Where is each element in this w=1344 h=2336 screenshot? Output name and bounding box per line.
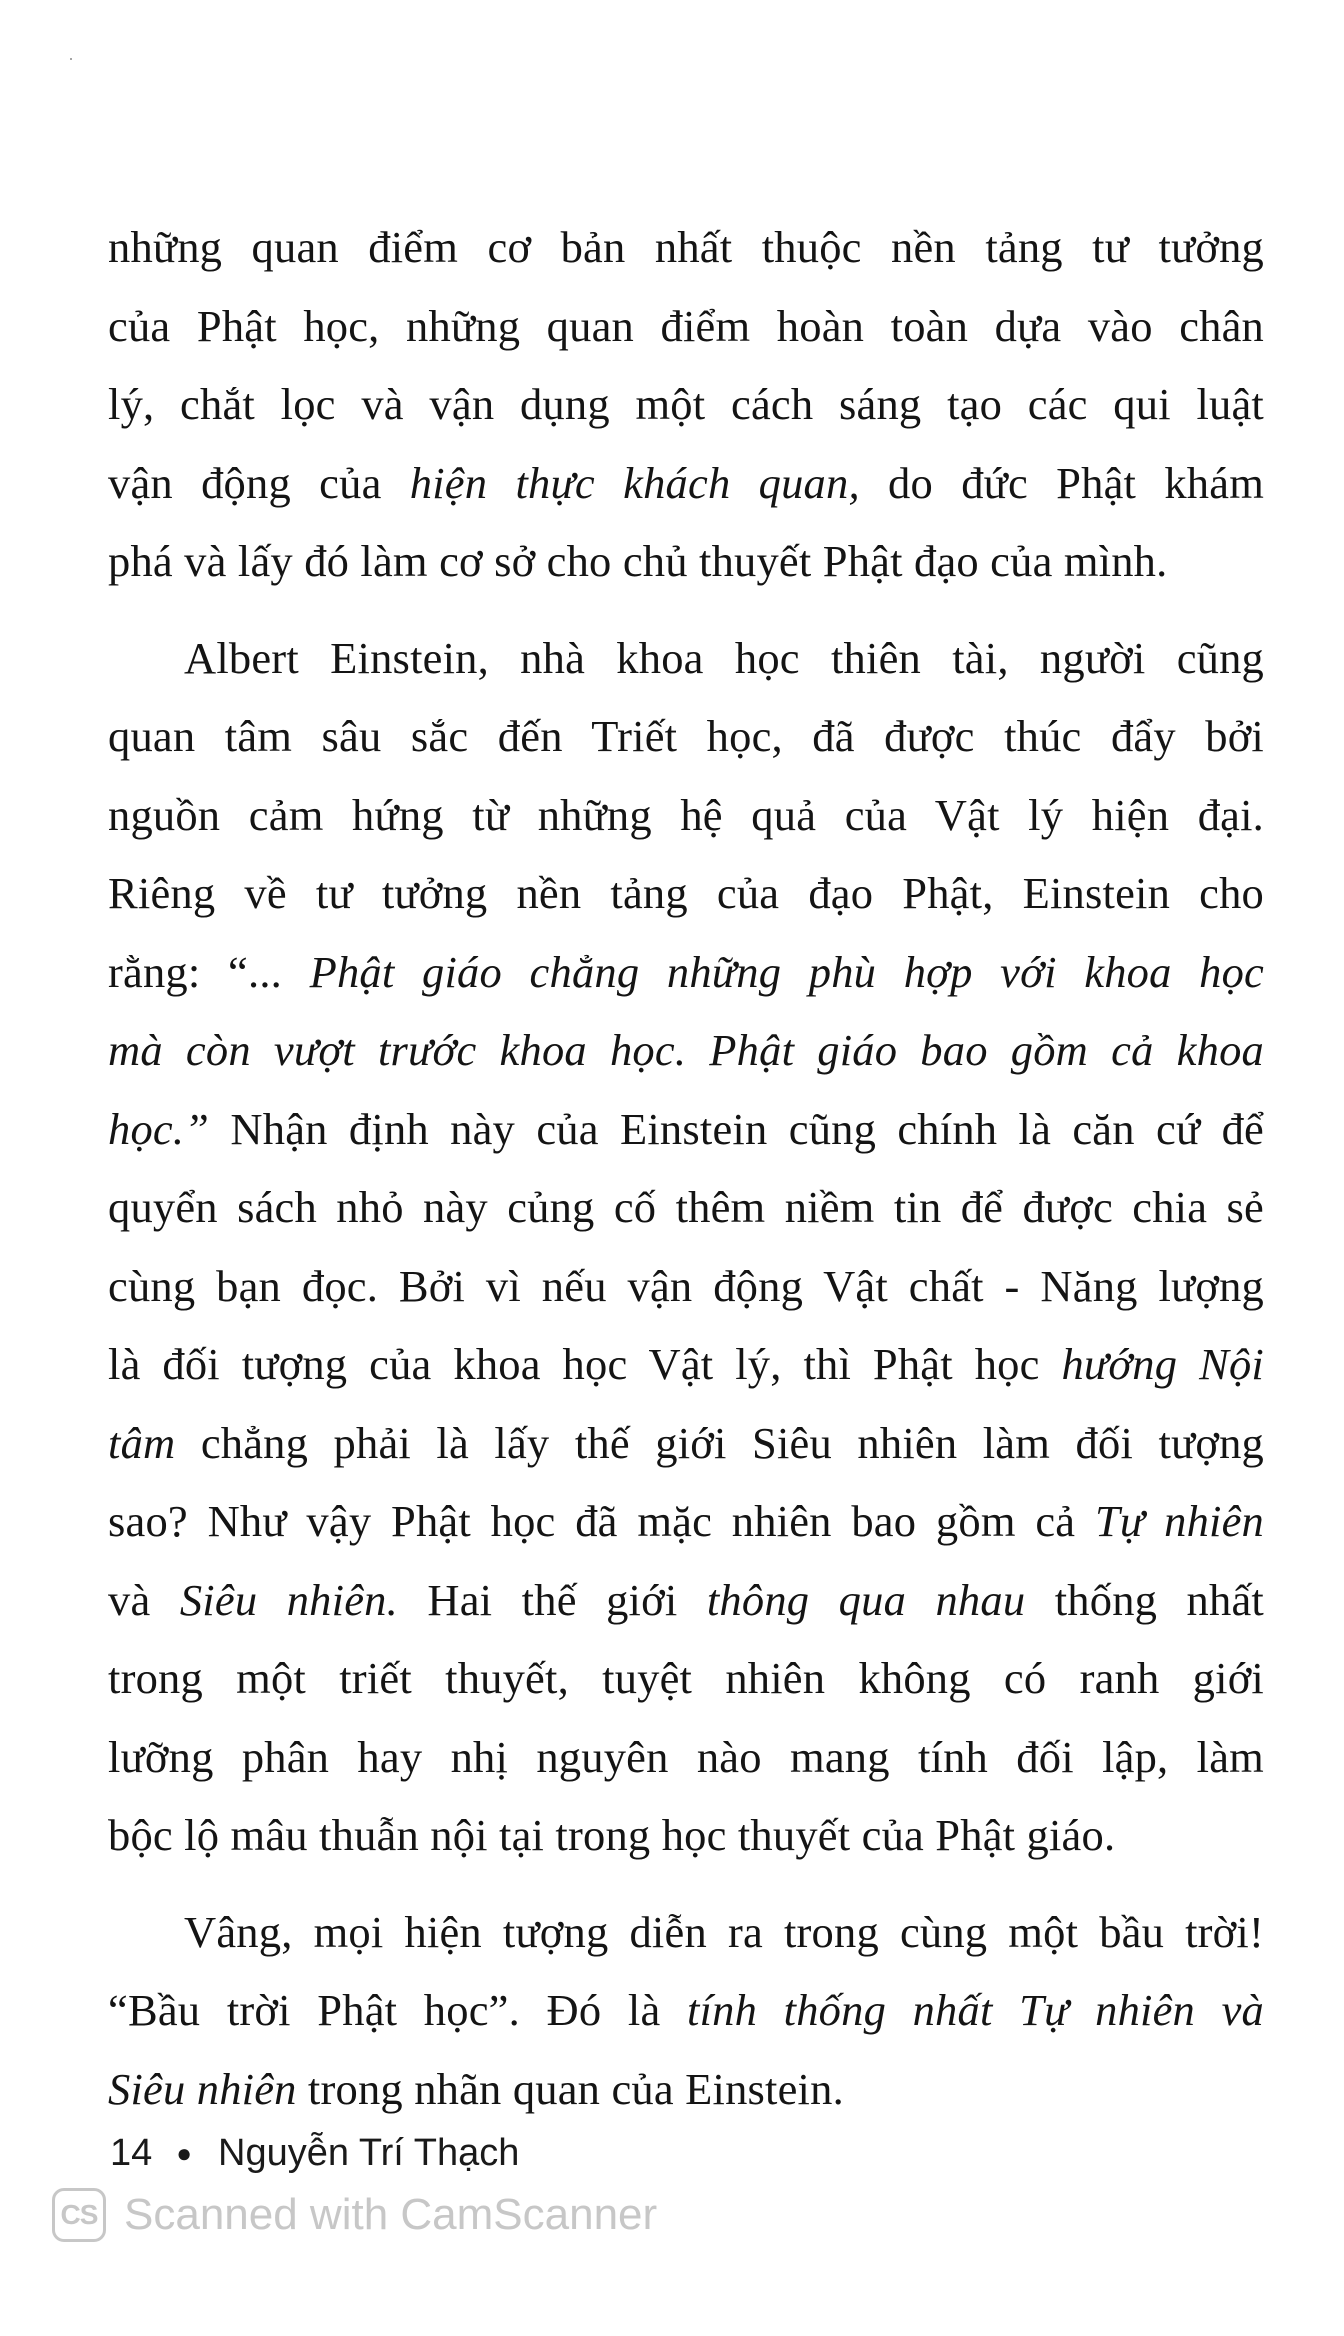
text-run: Nhận định này của Einstein cũng chính là căn cứ để <box>209 1103 1264 1154</box>
text-run: thống nhất <box>1025 1574 1264 1625</box>
camscanner-watermark <box>52 2188 657 2242</box>
quote-italic-run: học.” <box>108 1103 210 1154</box>
italic-run: Siêu nhiên. <box>179 1574 398 1625</box>
text-line <box>108 1090 1264 1169</box>
text-line: lý, chắt lọc và vận dụng một cách sáng tạo các qui luật <box>108 379 1264 429</box>
text-run: là đối tượng của khoa học Vật lý, thì Phật học <box>108 1339 1062 1389</box>
text-line <box>108 2050 1264 2129</box>
text-line: của Phật học, những quan điểm hoàn toàn dựa vào chân <box>108 300 1264 351</box>
italic-run: tâm <box>108 1417 176 1468</box>
text-line <box>108 1971 1264 2050</box>
text-line <box>108 1404 1264 1483</box>
text-run: vận động của <box>108 457 410 508</box>
text-line: cùng bạn đọc. Bởi vì nếu vận động Vật chất - Năng lượng <box>108 1260 1264 1311</box>
text-line: những quan điểm cơ bản nhất thuộc nền tảng tư tưởng <box>108 222 1264 272</box>
text-line: trong một triết thuyết, tuyệt nhiên không có ranh giới <box>108 1653 1264 1703</box>
text-run: do đức Phật khám <box>859 457 1265 508</box>
text-line: Riêng về tư tưởng nền tảng của đạo Phật, Einstein cho <box>108 868 1264 918</box>
text-line: lưỡng phân hay nhị nguyên nào mang tính đối lập, làm <box>108 1731 1264 1782</box>
text-line: bộc lộ mâu thuẫn nội tại trong học thuyết của Phật giáo. <box>108 1810 1116 1860</box>
text-line: nguồn cảm hứng từ những hệ quả của Vật lý hiện đại. <box>108 789 1264 840</box>
text-line <box>108 1482 1264 1561</box>
author-name: Nguyễn Trí Thạch <box>218 2132 520 2174</box>
italic-run: hướng Nội <box>1061 1339 1264 1389</box>
page-number: 14 <box>110 2132 153 2174</box>
text-run: và <box>108 1574 180 1625</box>
paragraph-1 <box>108 208 1264 601</box>
text-run: trong nhãn quan của Einstein. <box>296 2063 844 2114</box>
page-footer <box>110 2132 519 2175</box>
text-line: Vâng, mọi hiện tượng diễn ra trong cùng một bầu trời! <box>184 1906 1264 1957</box>
text-line: Albert Einstein, nhà khoa học thiên tài, người cũng <box>184 632 1264 683</box>
italic-run: tính thống nhất Tự nhiên và <box>687 1985 1264 2035</box>
paragraph-3 <box>108 1893 1264 2129</box>
page-body <box>108 208 1264 2128</box>
text-run: sao? Như vậy Phật học đã mặc nhiên bao gồm cả <box>108 1496 1095 1546</box>
text-run: chẳng phải là lấy thế giới Siêu nhiên làm đối tượng <box>175 1417 1264 1468</box>
italic-run: hiện thực khách quan, <box>409 457 860 508</box>
text-run: Hai thế giới <box>397 1574 707 1625</box>
italic-run: Siêu nhiên <box>108 2063 297 2114</box>
watermark-text: Scanned with CamScanner <box>124 2190 658 2239</box>
quote-italic-run: mà còn vượt trước khoa học. Phật giáo bao gồm cả khoa <box>108 1025 1264 1075</box>
text-line <box>108 933 1264 1012</box>
scan-speck <box>70 58 72 60</box>
text-line <box>108 1325 1264 1404</box>
camscanner-logo-icon: CS <box>52 2188 106 2242</box>
quote-italic-run: Phật giáo chẳng những phù hợp với khoa học <box>309 946 1265 997</box>
italic-run: Tự nhiên <box>1094 1496 1264 1546</box>
bullet-icon: ● <box>176 2138 192 2168</box>
text-run: rằng: “... <box>108 946 310 997</box>
text-line: quan tâm sâu sắc đến Triết học, đã được thúc đẩy bởi <box>108 711 1264 761</box>
text-line <box>108 444 1264 523</box>
text-line: quyển sách nhỏ này củng cố thêm niềm tin để được chia sẻ <box>108 1182 1264 1232</box>
italic-run: thông qua nhau <box>706 1574 1026 1625</box>
text-line <box>108 1561 1264 1640</box>
paragraph-2 <box>108 619 1264 1875</box>
text-line: phá và lấy đó làm cơ sở cho chủ thuyết Phật đạo của mình. <box>108 536 1168 586</box>
text-run: “Bầu trời Phật học”. Đó là <box>108 1985 688 2035</box>
text-line <box>108 1011 1264 1090</box>
